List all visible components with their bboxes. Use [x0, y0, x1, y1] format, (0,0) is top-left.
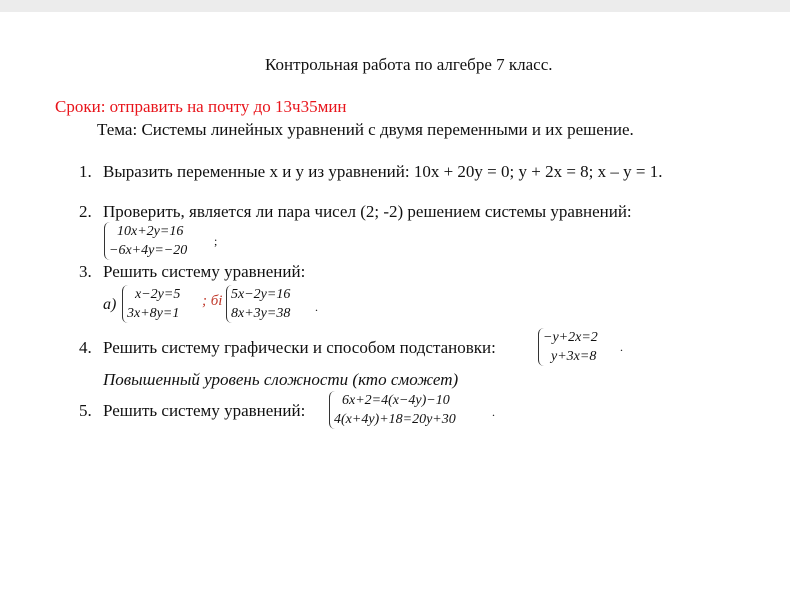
equation-system — [329, 391, 456, 429]
equation: 3x+8y=1 — [127, 306, 180, 321]
equation: 6x+2=4(x−4y)−10 — [342, 393, 450, 408]
equation: 8x+3y=38 — [231, 306, 291, 321]
equation: 5x−2y=16 — [231, 287, 291, 302]
punctuation: . — [620, 340, 623, 354]
task-number: 4. — [79, 338, 92, 357]
topic: Тема: Системы линейных уравнений с двумя переменными и их решение. — [97, 120, 634, 139]
advanced-level-note: Повышенный уровень сложности (кто сможет) — [103, 370, 459, 389]
task-text: Выразить переменные х и у из уравнений: 10х + 20у = 0; у + 2х = 8; х – у = 1. — [103, 162, 663, 181]
equation: 10x+2y=16 — [117, 224, 184, 239]
page-title: Контрольная работа по алгебре 7 класс. — [265, 55, 553, 74]
task-number: 2. — [79, 202, 92, 221]
equation: y+3x=8 — [551, 349, 597, 364]
task-number: 5. — [79, 401, 92, 420]
label-b: ; бі — [202, 293, 223, 309]
punctuation: ; — [214, 234, 218, 248]
label-a: а) — [103, 296, 117, 313]
task-number: 1. — [79, 162, 92, 181]
equation: x−2y=5 — [135, 287, 181, 302]
equation-system — [538, 328, 598, 366]
task-number: 3. — [79, 262, 92, 281]
equation-system-b — [226, 285, 290, 323]
top-bar — [0, 0, 790, 12]
equation: −y+2x=2 — [543, 330, 598, 345]
task-text: Проверить, является ли пара чисел (2; -2) решением системы уравнений: — [103, 202, 632, 221]
task-5 — [79, 401, 305, 421]
equation: −6x+4y=−20 — [109, 243, 188, 258]
task-2 — [79, 202, 632, 222]
punctuation: . — [492, 405, 495, 419]
equation-system-a — [122, 285, 180, 323]
equation-system — [104, 222, 187, 260]
equation: 4(x+4y)+18=20y+30 — [334, 412, 456, 427]
task-4 — [79, 338, 496, 358]
task-1 — [79, 162, 662, 182]
task-3 — [79, 262, 305, 282]
task-text: Решить систему уравнений: — [103, 262, 306, 281]
task-text: Решить систему графически и способом подстановки: — [103, 338, 496, 357]
task-text: Решить систему уравнений: — [103, 401, 306, 420]
punctuation: . — [315, 300, 318, 314]
deadline-note: Сроки: отправить на почту до 13ч35мин — [55, 97, 347, 116]
